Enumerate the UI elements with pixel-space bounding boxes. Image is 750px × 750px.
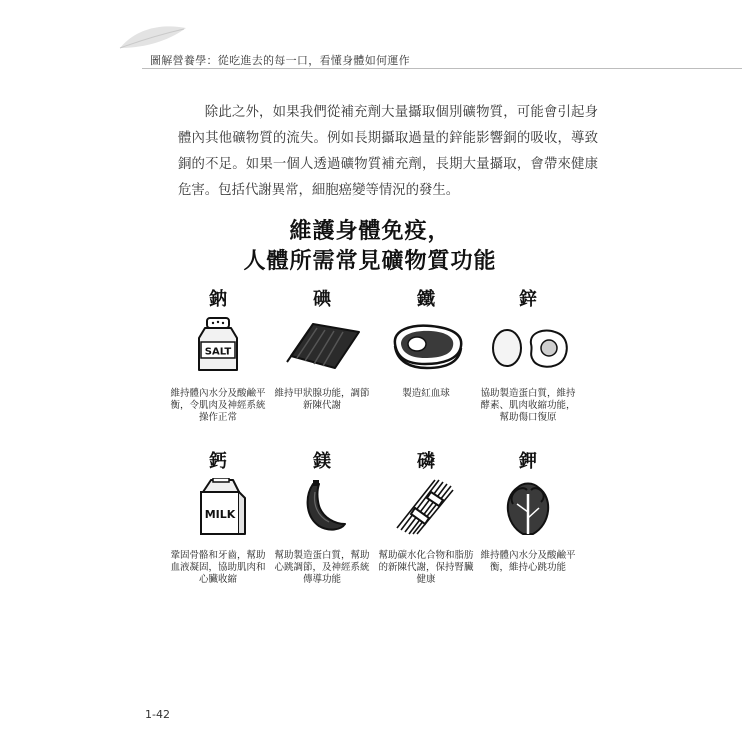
mineral-name: 鈉: [209, 289, 227, 310]
egg-icon: [483, 316, 573, 374]
mineral-card-iron: [376, 288, 476, 400]
milk-carton-icon: [173, 478, 263, 536]
figure-title-line1: 維護身體免疫，: [289, 219, 451, 244]
leafy-greens-icon: [483, 478, 573, 536]
salt-shaker-icon: [173, 316, 263, 374]
body-paragraph: 除此之外，如果我們從補充劑大量攝取個別礦物質，可能會引起身體內其他礦物質的流失。例如長期攝取過量的鋅能影響銅的吸收，導致銅的不足。如果一個人透過礦物質補充劑，長期大量攝取，會帶來健康危害。包括代謝異常，細胞癌變等情況的發生。: [178, 105, 598, 198]
mineral-card-potassium: [478, 450, 578, 574]
mineral-name: 鋅: [519, 289, 537, 310]
mineral-name: 鐵: [417, 289, 435, 310]
noodles-icon: [381, 478, 471, 536]
mineral-name: 鉀: [519, 451, 537, 472]
running-header: 圖解營養學：從吃進去的每一口，看懂身體如何運作: [150, 54, 410, 67]
mineral-name: 鈣: [209, 451, 227, 472]
mineral-card-magnesium: [272, 450, 372, 586]
body-text: [178, 100, 598, 204]
mineral-card-iodine: [272, 288, 372, 412]
mineral-card-zinc: [478, 288, 578, 424]
mineral-description: 維持體內水分及酸鹼平衡，令肌肉及神經系統操作正常: [170, 388, 266, 423]
leaf-decoration-icon: [118, 22, 188, 52]
mineral-card-phosphorus: [376, 450, 476, 586]
mineral-description: 維持體內水分及酸鹼平衡，維持心跳功能: [480, 550, 576, 573]
mineral-description: 鞏固骨骼和牙齒，幫助血液凝固，協助肌肉和心臟收縮: [170, 550, 266, 585]
mineral-name: 鎂: [313, 451, 331, 472]
header-divider: [142, 68, 742, 69]
banana-icon: [277, 478, 367, 536]
mineral-description: 製造紅血球: [402, 388, 450, 399]
svg-text:SALT: SALT: [204, 346, 232, 358]
mineral-card-calcium: [168, 450, 268, 586]
svg-text:MILK: MILK: [204, 508, 236, 521]
page-number: 1-42: [145, 708, 170, 721]
mineral-name: 磷: [417, 451, 435, 472]
steak-icon: [381, 316, 471, 374]
mineral-description: 幫助碳水化合物和脂肪的新陳代謝，保持腎臟健康: [378, 550, 474, 585]
mineral-card-sodium: [168, 288, 268, 424]
mineral-name: 碘: [313, 289, 331, 310]
figure-title-line2: 人體所需常見礦物質功能: [243, 249, 497, 274]
seaweed-icon: [277, 316, 367, 374]
mineral-description: 協助製造蛋白質，維持酵素、肌肉收縮功能，幫助傷口復原: [480, 388, 576, 423]
mineral-description: 維持甲狀腺功能，調節新陳代謝: [274, 388, 370, 411]
mineral-description: 幫助製造蛋白質，幫助心跳調節，及神經系統傳導功能: [274, 550, 370, 585]
